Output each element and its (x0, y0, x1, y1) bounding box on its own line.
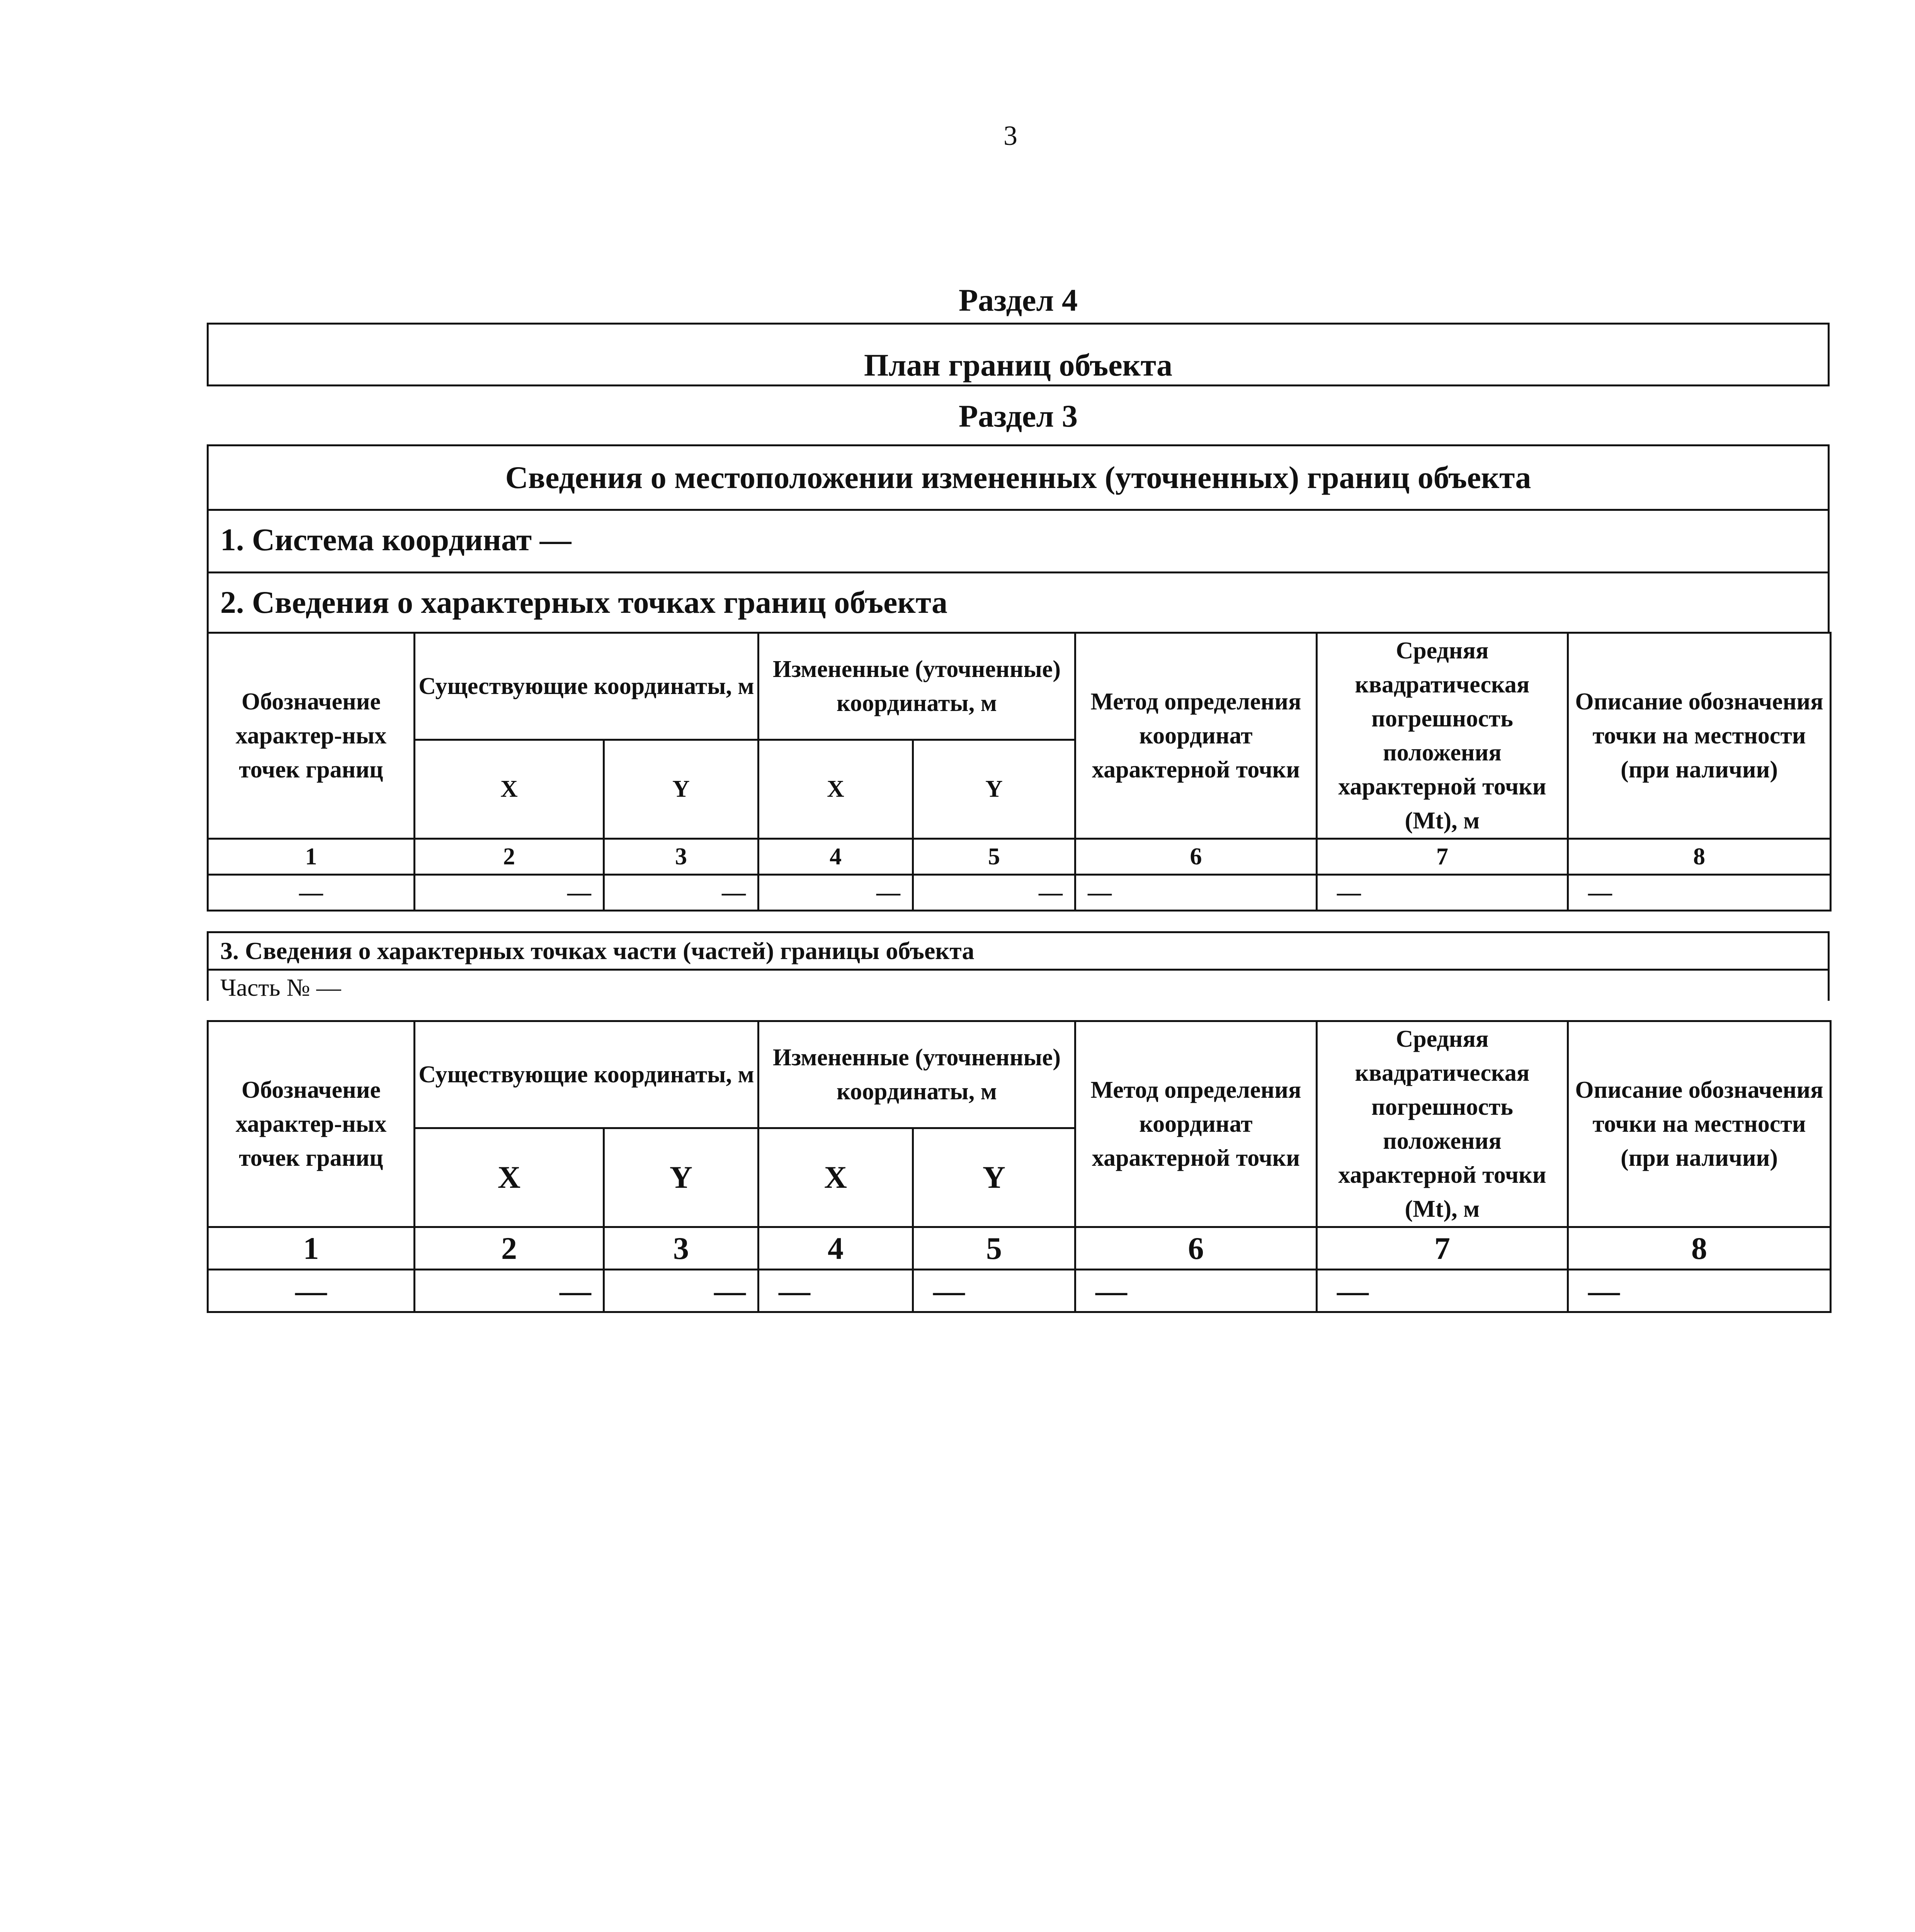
empty-cell: — (759, 1270, 913, 1312)
part-points-box (207, 931, 1830, 1001)
header-existing-coordinates: Существующие координаты, м (415, 1021, 759, 1128)
header-description: Описание обозначения точки на местности (при наличии) (1568, 633, 1831, 839)
header-changed-coordinates: Измененные (уточненные) координаты, м (759, 633, 1075, 740)
empty-cell: — (1317, 875, 1568, 911)
empty-cell: — (604, 1270, 759, 1312)
section-4-heading: Раздел 4 (959, 282, 1078, 318)
page-number: 3 (1003, 120, 1017, 151)
column-number: 4 (759, 839, 913, 875)
empty-cell: — (415, 875, 604, 911)
header-existing-x: X (415, 1128, 604, 1227)
empty-cell: — (913, 1270, 1075, 1312)
empty-cell: — (1568, 1270, 1831, 1312)
column-number: 7 (1317, 1227, 1568, 1270)
header-point-designation: Обозначение характер-ных точек границ (208, 633, 415, 839)
part-points-table (207, 1020, 1832, 1313)
empty-cell: — (604, 875, 759, 911)
empty-cell: — (415, 1270, 604, 1312)
header-accuracy: Средняя квадратическая погрешность положения характерной точки (Mt), м (1317, 1021, 1568, 1227)
empty-cell: — (208, 1270, 415, 1312)
plan-box (207, 323, 1830, 386)
section-3-heading: Раздел 3 (959, 398, 1078, 434)
column-number: 6 (1075, 1227, 1317, 1270)
part-points-title: 3. Сведения о характерных точках части (частей) границы объекта (220, 937, 975, 964)
header-changed-y: Y (913, 740, 1075, 838)
header-point-designation: Обозначение характер-ных точек границ (208, 1021, 415, 1227)
header-existing-coordinates: Существующие координаты, м (415, 633, 759, 740)
empty-cell: — (1317, 1270, 1568, 1312)
column-number: 8 (1568, 1227, 1831, 1270)
empty-cell: — (208, 875, 415, 911)
column-number: 1 (208, 839, 415, 875)
header-accuracy: Средняя квадратическая погрешность положения характерной точки (Mt), м (1317, 633, 1568, 839)
header-method: Метод определения координат характерной точки (1075, 633, 1317, 839)
boundary-points-table (207, 632, 1832, 912)
header-changed-x: X (759, 1128, 913, 1227)
plan-title: План границ объекта (864, 347, 1173, 383)
column-number: 3 (604, 1227, 759, 1270)
column-number: 4 (759, 1227, 913, 1270)
empty-cell: — (1075, 1270, 1317, 1312)
column-number: 1 (208, 1227, 415, 1270)
column-number: 5 (913, 1227, 1075, 1270)
header-existing-x: X (415, 740, 604, 838)
column-number: 5 (913, 839, 1075, 875)
empty-cell: — (759, 875, 913, 911)
column-number: 2 (415, 839, 604, 875)
header-changed-coordinates: Измененные (уточненные) координаты, м (759, 1021, 1075, 1128)
header-existing-y: Y (604, 740, 759, 838)
column-number: 7 (1317, 839, 1568, 875)
coordinate-system-row: 1. Система координат — (209, 509, 1828, 571)
points-title-row: 2. Сведения о характерных точках границ объекта (209, 571, 1828, 634)
section-3-title: Сведения о местоположении измененных (уточненных) границ объекта (505, 460, 1531, 495)
column-number: 3 (604, 839, 759, 875)
empty-cell: — (1075, 875, 1317, 911)
header-changed-y: Y (913, 1128, 1075, 1227)
part-number: Часть № — (209, 969, 1828, 1005)
header-existing-y: Y (604, 1128, 759, 1227)
column-number: 2 (415, 1227, 604, 1270)
column-number: 6 (1075, 839, 1317, 875)
empty-cell: — (1568, 875, 1831, 911)
header-method: Метод определения координат характерной точки (1075, 1021, 1317, 1227)
section-3-box (207, 444, 1830, 634)
header-changed-x: X (759, 740, 913, 838)
column-number: 8 (1568, 839, 1831, 875)
empty-cell: — (913, 875, 1075, 911)
header-description: Описание обозначения точки на местности (при наличии) (1568, 1021, 1831, 1227)
